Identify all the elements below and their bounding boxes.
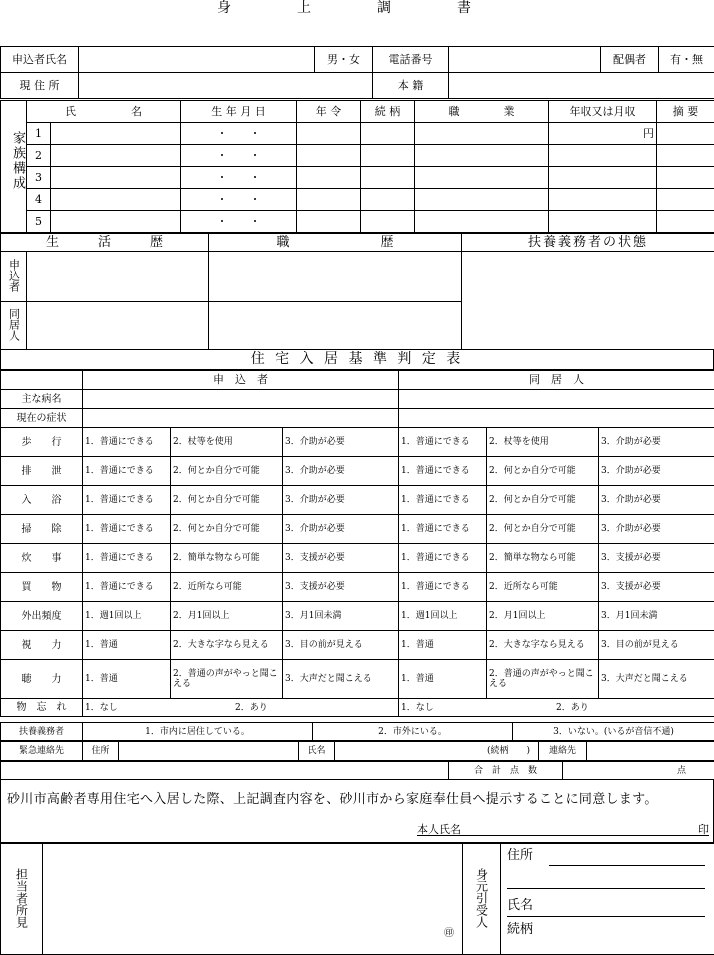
cohabitant-option-1[interactable]: 1．普通にできる — [399, 457, 487, 486]
consent-sign-line[interactable] — [417, 821, 709, 836]
applicant-option-3[interactable]: 3．介助が必要 — [283, 457, 399, 486]
judge-row — [1, 631, 714, 660]
judge-row-label: 歩 行 — [1, 428, 83, 457]
duty-option-2[interactable]: 2．市外にいる。 — [313, 723, 513, 741]
field-remarks[interactable] — [657, 123, 714, 145]
field-relation[interactable] — [361, 189, 415, 211]
field-job[interactable] — [415, 189, 549, 211]
field-cohabitant-symptom[interactable] — [399, 409, 714, 428]
applicant-option-3[interactable]: 3．月1回未満 — [283, 602, 399, 631]
field-age[interactable] — [297, 211, 361, 233]
field-name[interactable] — [51, 167, 181, 189]
applicant-option-3[interactable]: 3．支援が必要 — [283, 573, 399, 602]
history-table — [0, 233, 714, 350]
judge-row-label: 視 力 — [1, 631, 83, 660]
col-cohabitant: 同 居 人 — [399, 371, 714, 390]
field-cohabitant-disease[interactable] — [399, 390, 714, 409]
label-phone: 電話番号 — [373, 47, 449, 73]
cohabitant-option-3[interactable]: 3．介助が必要 — [599, 457, 714, 486]
field-domicile[interactable] — [449, 73, 714, 99]
consent-text: 砂川市高齢者専用住宅へ入居した際、上記調査内容を、砂川市から家庭奉仕員へ提示することに同意します。 — [7, 792, 658, 807]
consent-seal: 印 — [698, 823, 709, 836]
applicant-option-3[interactable]: 3．介助が必要 — [283, 515, 399, 544]
label-disease: 主な病名 — [1, 390, 83, 409]
total-blank — [1, 762, 449, 780]
duty-table — [0, 722, 714, 741]
label-domicile: 本 籍 — [373, 73, 449, 99]
cohabitant-option-2[interactable]: 2．何とか自分で可能 — [487, 515, 599, 544]
applicant-option-1[interactable]: 1．普通にできる — [83, 573, 171, 602]
col-income: 年収又は月収 — [549, 101, 657, 123]
applicant-option-2[interactable]: 2．近所なら可能 — [171, 573, 283, 602]
col-life-history: 生 活 歴 — [1, 234, 209, 252]
cohabitant-option-2[interactable]: 2．簡単な物なら可能 — [487, 544, 599, 573]
family-side-label: 家族構成 — [1, 101, 27, 233]
judge-row — [1, 486, 714, 515]
field-applicant-life[interactable] — [27, 252, 209, 302]
field-age[interactable] — [297, 123, 361, 145]
applicant-option-3[interactable]: 3．介助が必要 — [283, 428, 399, 457]
label-emergency-contact: 連絡先 — [539, 742, 587, 761]
consent-box — [0, 779, 714, 843]
label-emergency-name: 氏名 — [299, 742, 335, 761]
col-applicant: 申 込 者 — [83, 371, 399, 390]
col-birth: 生 年 月 日 — [181, 101, 297, 123]
applicant-option-2[interactable]: 2．簡単な物なら可能 — [171, 544, 283, 573]
label-applicant-name: 申込者氏名 — [1, 47, 79, 73]
label-applicant: 申込者 — [1, 252, 27, 302]
field-birth[interactable]: ・ ・ — [181, 211, 297, 233]
applicant-option-3[interactable]: 3．大声だと聞こえる — [283, 660, 399, 699]
judge-row-label: 炊 事 — [1, 544, 83, 573]
judge-title: 住 宅 入 居 基 準 判 定 表 — [0, 350, 714, 370]
header-table — [0, 46, 714, 99]
cohabitant-option-3[interactable]: 3．介助が必要 — [599, 515, 714, 544]
field-remarks[interactable] — [657, 167, 714, 189]
cohabitant-option-3[interactable]: 3．介助が必要 — [599, 486, 714, 515]
cohabitant-forget-options[interactable]: 1．なし 2．あり — [399, 699, 714, 717]
cohabitant-option-2[interactable]: 2．杖等を使用 — [487, 428, 599, 457]
field-name[interactable] — [51, 145, 181, 167]
total-table — [0, 761, 714, 780]
col-job: 職 業 — [415, 101, 549, 123]
cohabitant-option-1[interactable]: 1．普通にできる — [399, 573, 487, 602]
col-name: 氏 名 — [27, 101, 181, 123]
judge-row — [1, 573, 714, 602]
judge-table — [0, 370, 714, 717]
label-emergency-addr: 住所 — [83, 742, 119, 761]
field-support-status[interactable] — [462, 252, 714, 350]
applicant-option-1[interactable]: 1．普通にできる — [83, 515, 171, 544]
judge-row-label: 排 泄 — [1, 457, 83, 486]
field-applicant-symptom[interactable] — [83, 409, 399, 428]
field-emergency-contact[interactable] — [587, 742, 714, 761]
judge-row — [1, 602, 714, 631]
field-job[interactable] — [415, 167, 549, 189]
applicant-option-1[interactable]: 1．普通 — [83, 631, 171, 660]
applicant-option-2[interactable]: 2．何とか自分で可能 — [171, 515, 283, 544]
field-birth[interactable]: ・ ・ — [181, 167, 297, 189]
judge-row-label: 入 浴 — [1, 486, 83, 515]
field-staff-opinion[interactable] — [43, 844, 463, 955]
applicant-option-2[interactable]: 2．普通の声がやっと聞こえる — [171, 660, 283, 699]
cohabitant-option-1[interactable]: 1．普通にできる — [399, 486, 487, 515]
field-remarks[interactable] — [657, 211, 714, 233]
col-remarks: 摘 要 — [657, 101, 714, 123]
cohabitant-option-2[interactable]: 2．近所なら可能 — [487, 573, 599, 602]
label-staff: 担当者所見 — [1, 844, 43, 955]
cohabitant-option-1[interactable]: 1．普通にできる — [399, 515, 487, 544]
family-table — [0, 100, 714, 233]
label-spouse: 配偶者 — [601, 47, 659, 73]
cohabitant-option-3[interactable]: 3．支援が必要 — [599, 544, 714, 573]
form-title: 身 上 調 書 — [217, 0, 497, 16]
label-total: 合 計 点 数 — [449, 762, 563, 780]
applicant-option-1[interactable]: 1．普通にできる — [83, 428, 171, 457]
applicant-option-3[interactable]: 3．支援が必要 — [283, 544, 399, 573]
row-number: 2 — [27, 145, 51, 167]
row-number: 4 — [27, 189, 51, 211]
label-guarantor: 身元引受人 — [463, 844, 501, 955]
field-address[interactable] — [79, 73, 373, 99]
cohabitant-option-2[interactable]: 2．月1回以上 — [487, 602, 599, 631]
applicant-forget-options[interactable]: 1．なし 2．あり — [83, 699, 399, 717]
field-age[interactable] — [297, 167, 361, 189]
spouse-option[interactable]: 有・無 — [659, 47, 714, 73]
cohabitant-option-2[interactable]: 2．何とか自分で可能 — [487, 457, 599, 486]
judge-row-label: 聴 力 — [1, 660, 83, 699]
field-cohabitant-life[interactable] — [27, 302, 209, 350]
field-age[interactable] — [297, 189, 361, 211]
cohabitant-option-1[interactable]: 1．普通にできる — [399, 544, 487, 573]
judge-row — [1, 457, 714, 486]
cohabitant-option-2[interactable]: 2．普通の声がやっと聞こえる — [487, 660, 599, 699]
field-job[interactable] — [415, 211, 549, 233]
label-cohabitant: 同居人 — [1, 302, 27, 350]
applicant-option-2[interactable]: 2．月1回以上 — [171, 602, 283, 631]
col-age: 年 令 — [297, 101, 361, 123]
guarantor-rel[interactable]: 続柄 — [507, 922, 534, 937]
judge-row — [1, 428, 714, 457]
field-income[interactable] — [549, 145, 657, 167]
field-birth[interactable]: ・ ・ — [181, 123, 297, 145]
field-total[interactable]: 点 — [563, 762, 714, 780]
field-remarks[interactable] — [657, 189, 714, 211]
cohabitant-option-3[interactable]: 3．介助が必要 — [599, 428, 714, 457]
cohabitant-option-3[interactable]: 3．目の前が見える — [599, 631, 714, 660]
col-support-status: 扶養義務者の状態 — [462, 234, 714, 252]
field-remarks[interactable] — [657, 145, 714, 167]
applicant-option-1[interactable]: 1．週1回以上 — [83, 602, 171, 631]
row-number: 3 — [27, 167, 51, 189]
consent-sign-label: 本人氏名 — [417, 823, 461, 836]
col-work-history: 職 歴 — [209, 234, 462, 252]
emergency-table — [0, 741, 714, 761]
field-income[interactable] — [549, 189, 657, 211]
judge-row-label: 買 物 — [1, 573, 83, 602]
applicant-option-2[interactable]: 2．杖等を使用 — [171, 428, 283, 457]
judge-rows — [1, 428, 714, 699]
cohabitant-option-3[interactable]: 3．大声だと聞こえる — [599, 660, 714, 699]
field-relation[interactable] — [361, 167, 415, 189]
field-income[interactable] — [549, 211, 657, 233]
judge-row — [1, 544, 714, 573]
duty-option-1[interactable]: 1．市内に居住している。 — [83, 723, 313, 741]
field-birth[interactable]: ・ ・ — [181, 145, 297, 167]
field-relation[interactable] — [361, 211, 415, 233]
staff-stamp: ㊞ — [444, 928, 454, 939]
cohabitant-option-2[interactable]: 2．何とか自分で可能 — [487, 486, 599, 515]
field-income[interactable] — [549, 167, 657, 189]
applicant-option-3[interactable]: 3．目の前が見える — [283, 631, 399, 660]
field-name[interactable] — [51, 211, 181, 233]
field-emergency-addr[interactable] — [119, 742, 299, 761]
label-address: 現 住 所 — [1, 73, 79, 99]
guarantor-box — [501, 844, 714, 955]
field-cohabitant-work[interactable] — [209, 302, 462, 350]
field-applicant-disease[interactable] — [83, 390, 399, 409]
applicant-option-2[interactable]: 2．何とか自分で可能 — [171, 486, 283, 515]
field-birth[interactable]: ・ ・ — [181, 189, 297, 211]
applicant-option-1[interactable]: 1．普通 — [83, 660, 171, 699]
field-applicant-work[interactable] — [209, 252, 462, 302]
cohabitant-option-1[interactable]: 1．普通 — [399, 660, 487, 699]
label-forget: 物 忘 れ — [1, 699, 83, 717]
row-number: 1 — [27, 123, 51, 145]
judge-row — [1, 515, 714, 544]
applicant-option-1[interactable]: 1．普通にできる — [83, 486, 171, 515]
cohabitant-option-3[interactable]: 3．支援が必要 — [599, 573, 714, 602]
sex-option[interactable]: 男・女 — [315, 47, 373, 73]
guarantor-name[interactable]: 氏名 — [507, 900, 705, 917]
row-number: 5 — [27, 211, 51, 233]
judge-corner — [1, 371, 83, 390]
field-emergency-name[interactable]: (続柄 ) — [335, 742, 539, 761]
duty-option-3[interactable]: 3．いない。(いるが音信不通) — [513, 723, 714, 741]
applicant-option-1[interactable]: 1．普通にできる — [83, 457, 171, 486]
label-duty: 扶養義務者 — [1, 723, 83, 741]
guarantor-addr[interactable]: 住所 — [507, 850, 705, 866]
cohabitant-option-1[interactable]: 1．普通 — [399, 631, 487, 660]
label-symptom: 現在の症状 — [1, 409, 83, 428]
cohabitant-option-1[interactable]: 1．週1回以上 — [399, 602, 487, 631]
cohabitant-option-1[interactable]: 1．普通にできる — [399, 428, 487, 457]
field-job[interactable] — [415, 123, 549, 145]
field-job[interactable] — [415, 145, 549, 167]
field-name[interactable] — [51, 123, 181, 145]
footer-table — [0, 843, 714, 955]
label-emergency: 緊急連絡先 — [1, 742, 83, 761]
field-relation[interactable] — [361, 123, 415, 145]
applicant-option-2[interactable]: 2．大きな字なら見える — [171, 631, 283, 660]
field-applicant-name[interactable] — [79, 47, 315, 73]
judge-row-label: 掃 除 — [1, 515, 83, 544]
field-name[interactable] — [51, 189, 181, 211]
field-relation[interactable] — [361, 145, 415, 167]
field-age[interactable] — [297, 145, 361, 167]
applicant-option-3[interactable]: 3．介助が必要 — [283, 486, 399, 515]
judge-row-label: 外出頻度 — [1, 602, 83, 631]
col-relation: 続 柄 — [361, 101, 415, 123]
field-income[interactable]: 円 — [549, 123, 657, 145]
field-phone[interactable] — [449, 47, 601, 73]
judge-row — [1, 660, 714, 699]
applicant-option-2[interactable]: 2．何とか自分で可能 — [171, 457, 283, 486]
cohabitant-option-3[interactable]: 3．月1回未満 — [599, 602, 714, 631]
cohabitant-option-2[interactable]: 2．大きな字なら見える — [487, 631, 599, 660]
applicant-option-1[interactable]: 1．普通にできる — [83, 544, 171, 573]
guarantor-addr-line2[interactable] — [507, 888, 705, 889]
